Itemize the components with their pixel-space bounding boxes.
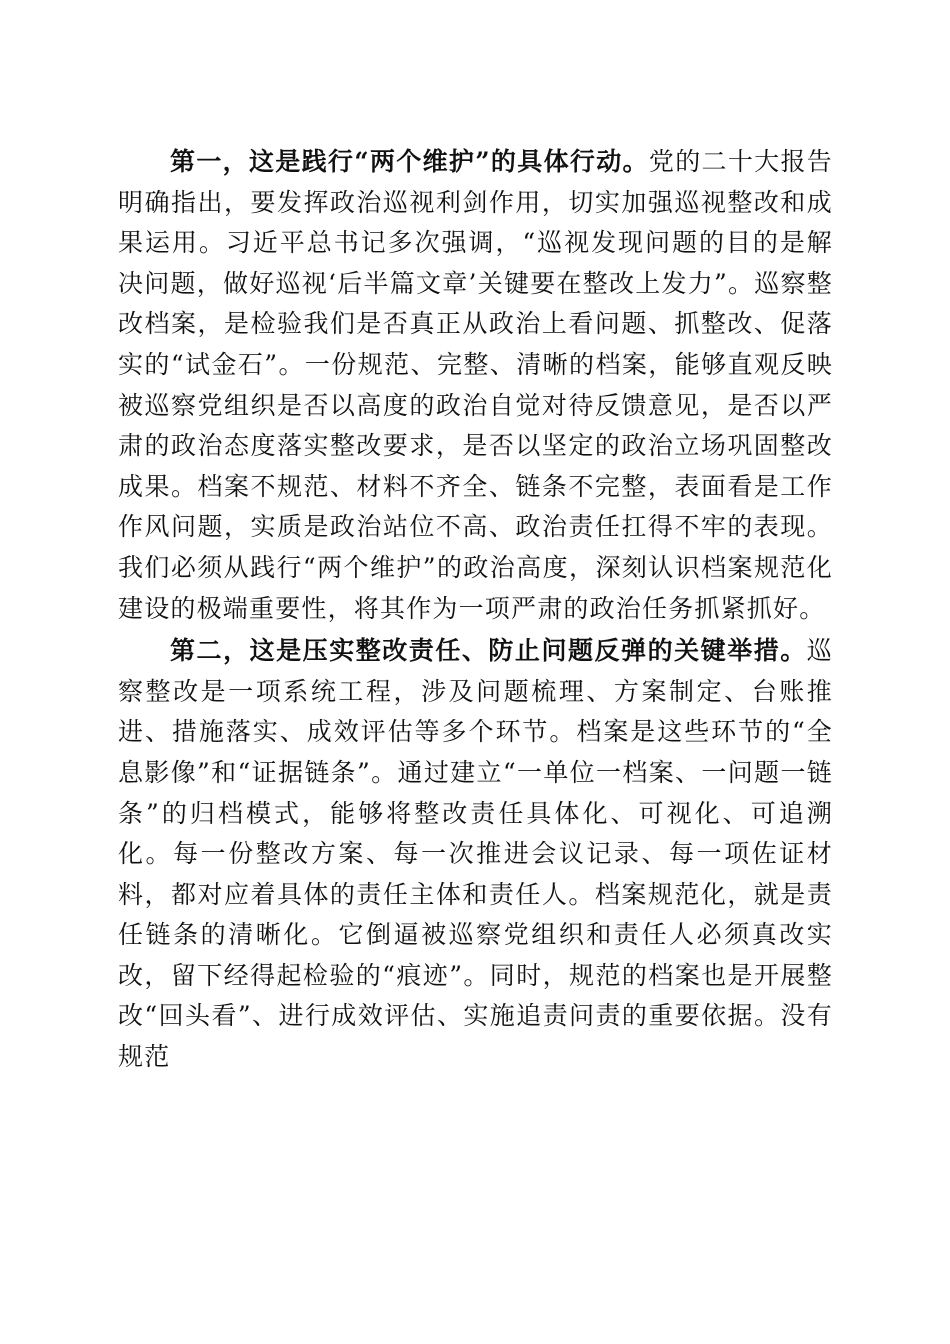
paragraph-1-text: 党的二十大报告明确指出，要发挥政治巡视利剑作用，切实加强巡视整改和成果运用。习近平总书记多次强调，“巡视发现问题的目的是解决问题，做好巡视‘后半篇文章’关键要在整改上发力”。巡察整改档案，是检验我们是否真正从政治上看问题、抓整改、促落实的“试金石”。一份规范、完整、清晰的档案，能够直观反映被巡察党组织是否以高度的政治自觉对待反馈意见，是否以严肃的政治态度落实整改要求，是否以坚定的政治立场巩固整改成果。档案不规范、材料不齐全、链条不完整，表面看是工作作风问题，实质是政治站位不高、政治责任扛得不牢的表现。我们必须从践行“两个维护”的政治高度，深刻认识档案规范化建设的极端重要性，将其作为一项严肃的政治任务抓紧抓好。 <box>118 147 834 623</box>
paragraph-2-text: 巡察整改是一项系统工程，涉及问题梳理、方案制定、台账推进、措施落实、成效评估等多个环节。档案是这些环节的“全息影像”和“证据链条”。通过建立“一单位一档案、一问题一链条”的归档模式，能够将整改责任具体化、可视化、可追溯化。每一份整改方案、每一次推进会议记录、每一项佐证材料，都对应着具体的责任主体和责任人。档案规范化，就是责任链条的清晰化。它倒逼被巡察党组织和责任人必须真改实改，留下经得起检验的“痕迹”。同时，规范的档案也是开展整改“回头看”、进行成效评估、实施追责问责的重要依据。没有规范 <box>118 636 833 1072</box>
paragraph-1 <box>118 142 833 629</box>
document-body <box>118 142 833 1078</box>
paragraph-2-lead: 第二，这是压实整改责任、防止问题反弹的关键举措。 <box>170 636 807 666</box>
paragraph-2 <box>118 631 833 1078</box>
paragraph-1-lead: 第一，这是践行“两个维护”的具体行动。 <box>170 147 649 176</box>
